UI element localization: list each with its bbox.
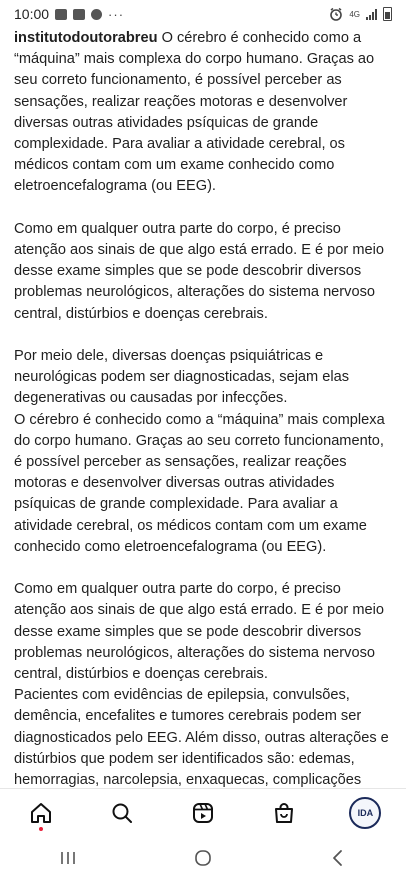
shop-icon: [272, 801, 296, 825]
app-notification-icon: [91, 9, 102, 20]
home-circle-icon: [194, 849, 212, 867]
nav-shop[interactable]: [264, 793, 304, 833]
post-username[interactable]: institutodoutorabreu: [14, 30, 158, 46]
caption-text: O cérebro é conhecido como a “máquina” mais complexa do corpo humano. Graças ao seu correto funcionamento, é possível perceber as sensações, realizar reações motoras e desenvolver diversas outras atividades psíquicas de grande complexidade. Para avaliar a atividade cerebral, os médicos contam com um exame conhecido como eletroencefalograma (ou EEG).: [14, 30, 375, 195]
status-right: [329, 7, 392, 21]
nav-home[interactable]: [21, 793, 61, 833]
system-navigation: [0, 836, 406, 880]
mail-icon: [73, 9, 85, 20]
alarm-icon: [329, 7, 343, 21]
home-button[interactable]: [183, 843, 223, 873]
status-time: 10:00: [14, 6, 50, 22]
search-icon: [110, 801, 134, 825]
caption-paragraph: O cérebro é conhecido como a “máquina” mais complexa do corpo humano. Graças ao seu correto funcionamento, é possível perceber as sensações, realizar reações motoras e desenvolver diversas outras atividades psíquicas de grande complexidade. Para avaliar a atividade cerebral, os médicos contam com um exame conhecido como eletroencefalograma (ou EEG).: [14, 411, 385, 555]
back-icon: [330, 849, 346, 867]
gallery-icon: [55, 9, 67, 20]
caption-paragraph: [14, 28, 394, 198]
nav-reels[interactable]: [183, 793, 223, 833]
bottom-navigation: [0, 788, 406, 837]
nav-search[interactable]: [102, 793, 142, 833]
recents-icon: [59, 850, 77, 866]
caption-paragraph: Por meio dele, diversas doenças psiquiátricas e neurológicas podem ser diagnosticadas, sejam elas degenerativas ou causadas por infecções.: [14, 348, 350, 407]
battery-icon: [383, 7, 392, 21]
caption-paragraph: Pacientes com evidências de epilepsia, convulsões, demência, encefalites e tumores cerebrais podem ser diagnosticados pelo EEG. Além disso, outras alterações e distúrbios que podem ser identificados são: edemas, hemorragias, narcolepsia, enxaquecas, complicações: [14, 687, 389, 789]
signal-icon: [366, 8, 377, 20]
caption-paragraph: Como em qualquer outra parte do corpo, é preciso atenção aos sinais de que algo está errado. E é por meio desse exame simples que se pode descobrir diversos problemas neurológicos, alterações do sistema nervoso central, distúrbios e doenças cerebrais.: [14, 581, 384, 683]
status-left: [14, 6, 124, 22]
status-bar: [0, 0, 406, 28]
home-icon: [29, 801, 53, 825]
nav-profile[interactable]: [345, 793, 385, 833]
network-type: 4G: [349, 9, 360, 19]
post-caption: [14, 28, 394, 789]
recents-button[interactable]: [48, 843, 88, 873]
profile-avatar: IDA: [349, 797, 381, 829]
more-notifications-icon: ···: [108, 6, 125, 22]
reels-icon: [191, 801, 215, 825]
notification-dot: [39, 827, 43, 831]
back-button[interactable]: [318, 843, 358, 873]
caption-paragraph: Como em qualquer outra parte do corpo, é preciso atenção aos sinais de que algo está errado. E é por meio desse exame simples que se pode descobrir diversos problemas neurológicos, alterações do sistema nervoso central, distúrbios e doenças cerebrais.: [14, 220, 384, 322]
